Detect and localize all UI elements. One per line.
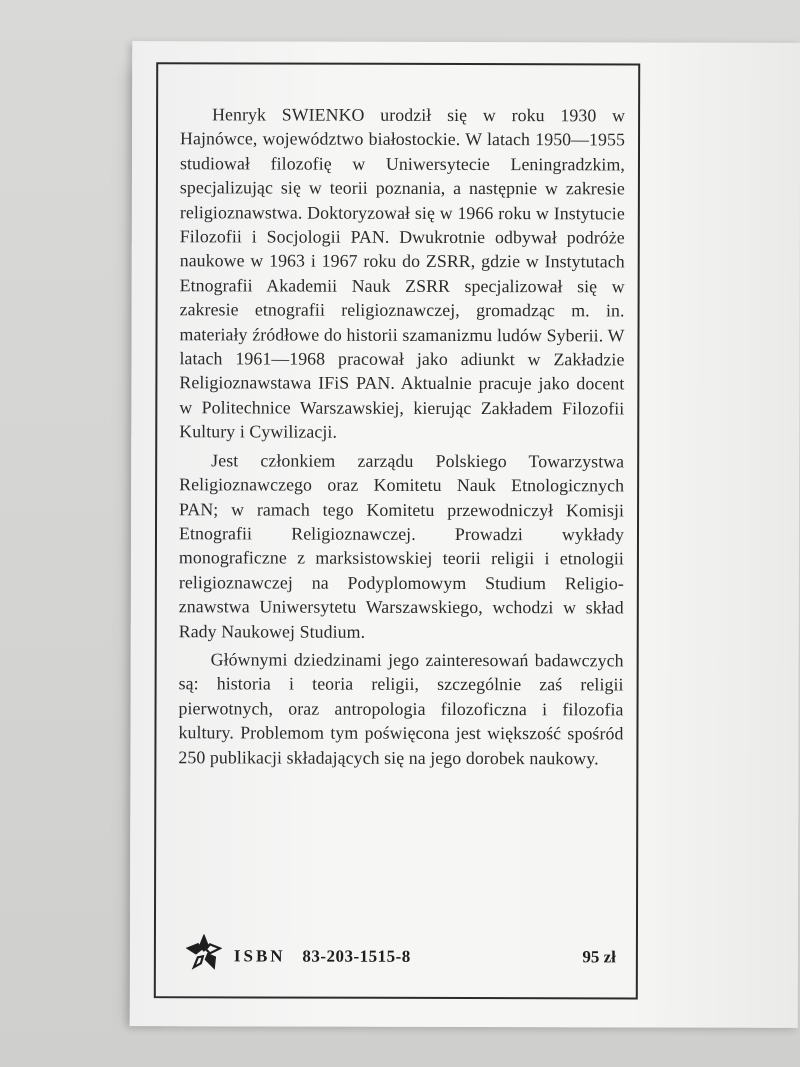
price-label: 95 zł [582,947,616,967]
author-biography [178,102,625,774]
bio-paragraph-1: Henryk SWIENKO urodził się w roku 1930 w Hajnówce, województwo białostockie. W latach 1950—1955 studiował filozofię w Uniwersytecie Leningradzkim, specjalizując się w teorii poznania, a następnie w zakresie religioznawstwa. Doktoryzował się w 1966 roku w Instytucie Filozofii i Socjologii PAN. Dwukrotnie odbywał podróże naukowe w 1963 i 1967 roku do ZSRR, gdzie w Instytutach Etnografii Akademii Nauk ZSRR specjalizował się w zakresie etnografii religioznawczej, gromadząc m. in. materiały źródłowe do historii szamanizmu ludów Syberii. W latach 1961—1968 pracował jako adiunkt w Zakładzie Religioznawstawa IFiS PAN. Aktualnie pracuje jako docent w Politechnice Warszawskiej, kierując Zakładem Filozofii Kultury i Cywilizacji. [179,104,626,442]
cover-footer [186,934,616,975]
publisher-star-logo-icon [186,934,222,970]
cover-border-frame [154,62,640,999]
book-back-cover [130,41,800,1028]
bio-paragraph-2: Jest członkiem zarządu Polskiego Towarzystwa Religioznawczego oraz Komitetu Nauk Etnologicznych PAN; w ramach tego Komitetu przewodniczył Komisji Etnografii Religioznawczej. Prowadzi wykłady monograficzne z marksistowskiej teorii religii i etnologii religioznawczej na Podyplomowym Studium Religioznawstwa Uniwersytetu Warszawskiego, wchodzi w skład Rady Naukowej Studium. [178,450,625,642]
isbn-prefix: ISBN [233,946,286,966]
isbn-number: 83-203-1515-8 [302,946,411,966]
isbn-label [234,946,411,966]
bio-paragraph-3: Głównymi dziedzinami jego zainteresowań badawczych są: historia i teoria religii, szczególnie zaś religii pierwotnych, oraz antropologia filozoficzna i filozofia kultury. Problemom tym poświęcona jest większość spośród 250 publikacji składających się na jego dorobek naukowy. [178,649,624,768]
